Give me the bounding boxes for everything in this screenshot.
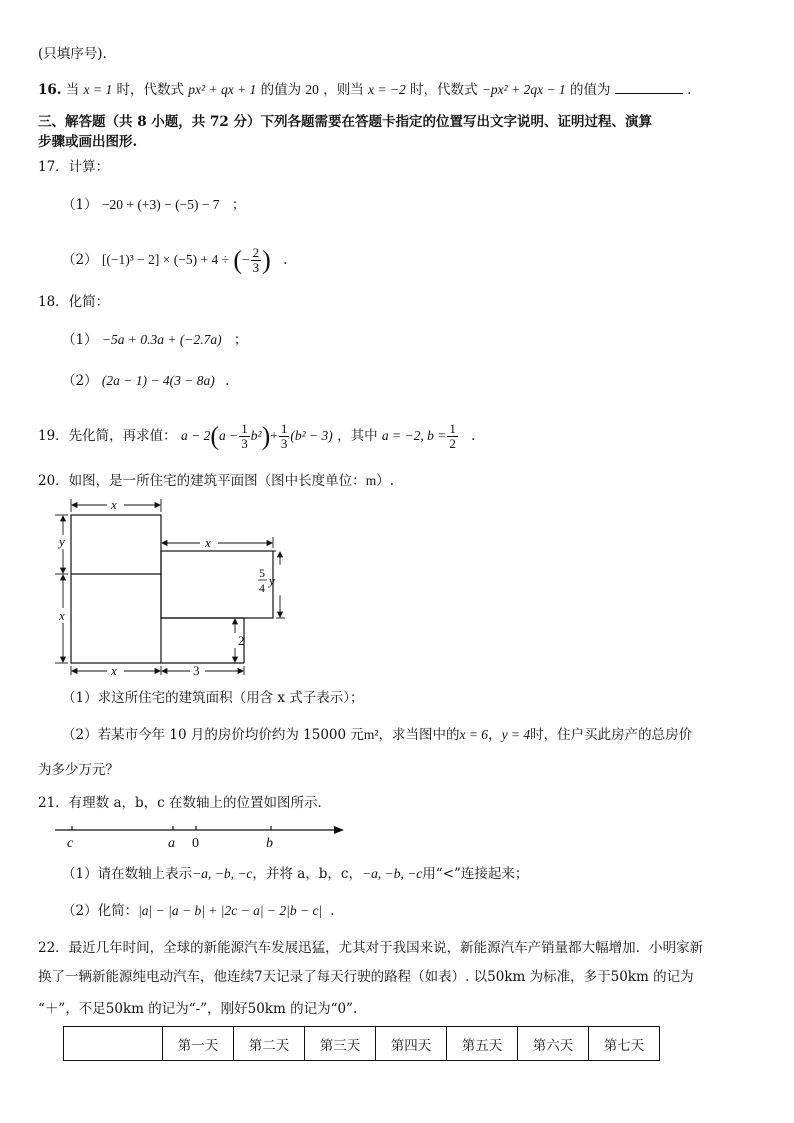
table-header-cell: 第三天 [305, 1027, 376, 1061]
q17-part-1 [62, 195, 245, 215]
fig-label-mid-x: x [205, 535, 211, 550]
q19-end: . [471, 428, 476, 444]
mileage-table [63, 1026, 660, 1061]
fig-label-bottom-x: x [111, 663, 117, 678]
q16-expr-1: px² + qx + 1 [188, 82, 257, 97]
fig-label-right-den: 4 [259, 581, 265, 595]
q18-p2-label: （2） [62, 373, 98, 389]
q17-p2-fraction: $\frac{2}{3}$ [252, 245, 260, 275]
q19-expr-a: a − 2 [180, 428, 211, 443]
fig-label-right-2: 2 [238, 633, 245, 648]
q18-p1-expr: −5a + 0.3a + (−2.7a) [101, 332, 222, 347]
fig-label-left-x: x [59, 608, 65, 623]
question-19: 19．先化简，再求值： a − 2(a − $\frac{1}{3}$ b²)+ $\frac{1}{3}$ (b² − 3) ，其中 a = −2, b = $\frac{1}{2}$ . [38, 421, 476, 451]
table-header-cell: 第二天 [234, 1027, 305, 1061]
q22-line-3: “＋”，不足50km 的记为“-”，刚好50km 的记为“0”. [38, 1001, 358, 1017]
q17-p2-close-paren: ) [262, 245, 271, 275]
q18-part-2 [62, 371, 229, 391]
q19-fraction-2: $\frac{1}{3}$ [280, 421, 288, 451]
axis-label-a: a [168, 836, 175, 851]
q16-text-5: 时，代数式 [410, 82, 478, 98]
q17-p1-end: ； [231, 197, 246, 213]
q17-title: 17．计算： [38, 159, 110, 175]
fig-label-top-x: x [111, 497, 117, 512]
q17-p2-label: （2） [62, 252, 98, 268]
q19-fraction-3: $\frac{1}{2}$ [449, 421, 456, 451]
question-16 [38, 79, 691, 100]
q21-part-2: （2）化简：|a| − |a − b| + |2c − a| − 2|b − c| . [62, 903, 335, 919]
q18-part-1 [62, 330, 247, 350]
fig-label-right-num: 5 [259, 566, 265, 580]
axis-label-c: c [67, 836, 74, 851]
table-header-cell: 第一天 [163, 1027, 234, 1061]
q18-p1-label: （1） [62, 332, 98, 348]
axis-label-zero: 0 [192, 836, 199, 851]
q16-number: 16. [38, 82, 62, 98]
q20-part-2-line2: 为多少万元？ [38, 762, 119, 778]
q18-p1-end: ； [233, 332, 248, 348]
note-line: (只填序号). [38, 46, 107, 62]
q20-title: 20．如图，是一所住宅的建筑平面图（图中长度单位：m）. [38, 473, 394, 489]
axis-label-b: b [266, 836, 273, 851]
table-header-cell: 第五天 [447, 1027, 518, 1061]
q16-text-3: 的值为 [260, 82, 302, 98]
q22-line-1: 22．最近几年时间，全球的新能源汽车发展迅猛，尤其对于我国来说，新能源汽车产销量都大幅增加．小明家新 [38, 940, 704, 956]
fig-label-left-y: y [59, 534, 65, 549]
q19-fraction-1: $\frac{1}{3}$ [241, 421, 248, 451]
q16-cond-1: x = 1 [83, 82, 113, 97]
q16-end: . [687, 82, 692, 98]
section-3-heading-line1: 三、解答题（共 8 小题，共 72 分）下列各题需要在答题卡指定的位置写出文字说明、证明过程、演算 [38, 114, 652, 130]
table-header-cell [64, 1027, 163, 1061]
q22-line-2: 换了一辆新能源纯电动汽车，他连续7天记录了每天行驶的路程（如表）. 以50km 为标准，多于50km 的记为 [38, 969, 694, 985]
section-3-heading-line2: 步骤或画出图形. [38, 134, 138, 150]
q16-value: 20 [305, 82, 319, 97]
q16-text-1: 当 [65, 82, 80, 98]
number-line [55, 818, 350, 852]
q17-p2-expr: [(−1)³ − 2] × (−5) + 4 ÷ [101, 252, 230, 267]
plan-right-room [161, 551, 273, 618]
q19-condition: a = −2, b = [381, 428, 447, 443]
q20-part-2: （2）若某市今年 10 月的房价均价约为 15000 元m²，求当图中的x = 6，y = 4时，住户买此房产的总房价 [62, 727, 693, 743]
q17-p1-expr: −20 + (+3) − (−5) − 7 [101, 197, 220, 212]
fig-label-bottom-3: 3 [193, 663, 200, 678]
q18-title: 18．化简： [38, 294, 110, 310]
table-header-cell: 第四天 [376, 1027, 447, 1061]
q21-part-1: （1）请在数轴上表示−a, −b, −c，并将 a，b，c，−a, −b, −c用“<”连接起来； [62, 866, 529, 882]
q16-cond-2: x = −2 [368, 82, 406, 97]
q18-p2-expr: (2a − 1) − 4(3 − 8a) [101, 373, 215, 388]
q16-expr-2: −px² + 2qx − 1 [481, 82, 566, 97]
q16-text-6: 的值为 [569, 82, 611, 98]
q19-mid: ，其中 [337, 428, 378, 444]
q17-p1-label: （1） [62, 197, 98, 213]
fig-label-right-y: y [269, 573, 275, 588]
q19-lead: 19．先化简，再求值： [38, 428, 177, 444]
q16-text-4: ，则当 [323, 82, 364, 98]
q17-part-2: （2） [(−1)³ − 2] × (−5) + 4 ÷ (− $\frac{2}{3}$ ) . [62, 245, 288, 275]
q20-part-1: （1）求这所住宅的建筑面积（用含 x 式子表示）； [62, 690, 364, 706]
table-row [64, 1027, 660, 1061]
q16-answer-blank[interactable] [615, 79, 683, 94]
q16-text-2: 时，代数式 [116, 82, 184, 98]
table-header-cell: 第七天 [589, 1027, 660, 1061]
q17-p2-open-paren: ( [233, 245, 242, 275]
floor-plan-figure [50, 495, 290, 680]
q17-p2-end: . [283, 252, 288, 268]
table-header-cell: 第六天 [518, 1027, 589, 1061]
q18-p2-end: . [225, 373, 230, 389]
plan-left-room [71, 515, 161, 663]
q21-title: 21．有理数 a，b，c 在数轴上的位置如图所示． [38, 795, 332, 811]
